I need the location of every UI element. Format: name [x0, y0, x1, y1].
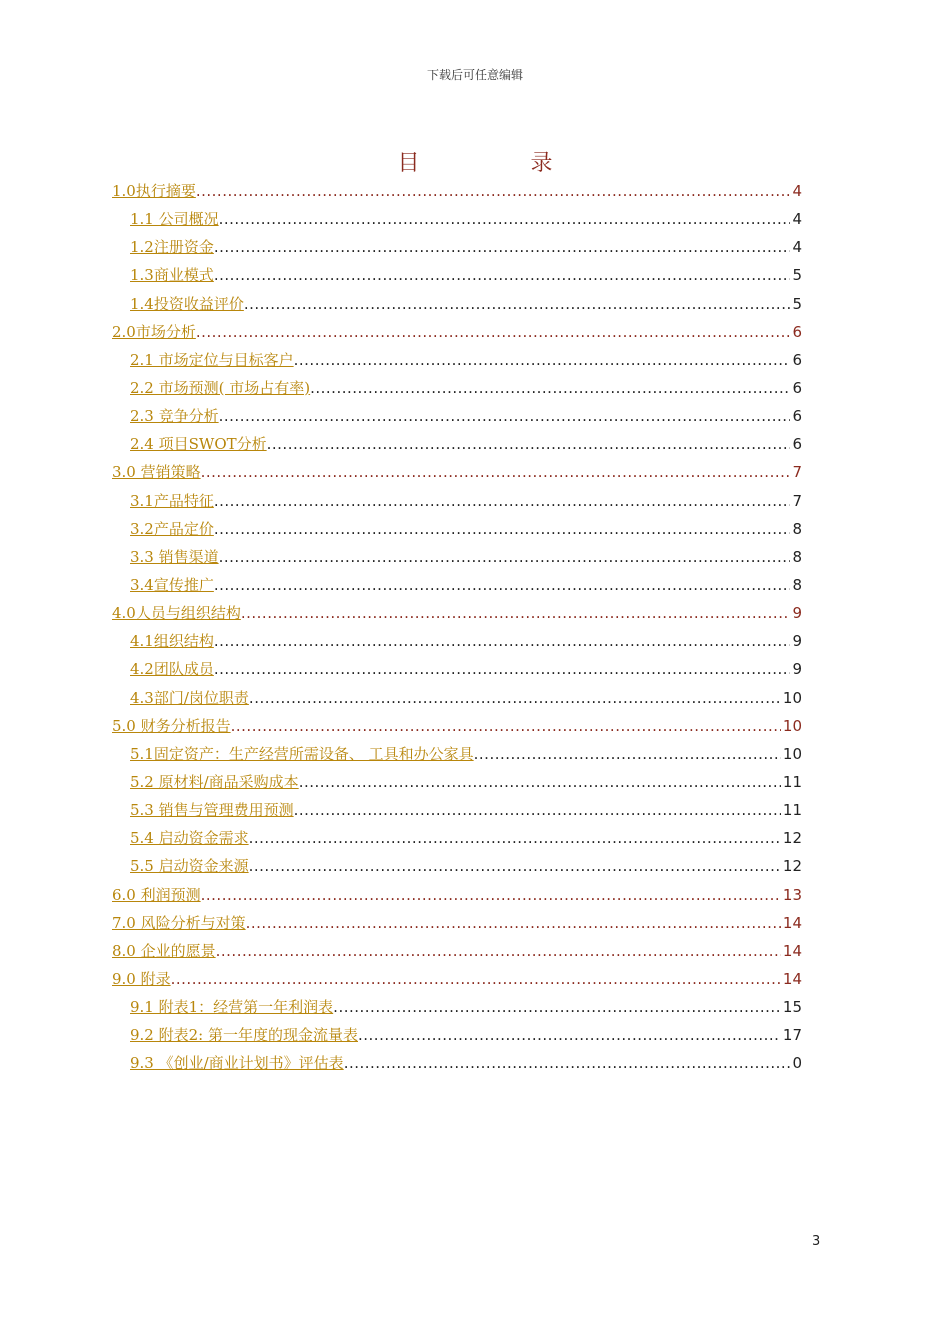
toc-entry-label[interactable]: 3.1产品特征 [130, 491, 214, 510]
toc-leader-dots [216, 937, 781, 965]
toc-leader-dots [196, 318, 791, 346]
toc-entry-page: 4 [792, 210, 802, 229]
toc-entry-label[interactable]: 5.0 财务分析报告 [112, 716, 231, 735]
toc-leader-dots [196, 177, 791, 205]
toc-entry-page: 10 [782, 744, 802, 763]
toc-entry-label[interactable]: 4.2团队成员 [130, 660, 214, 679]
toc-entry-label[interactable]: 5.3 销售与管理费用预测 [130, 801, 294, 820]
toc-entry[interactable] [112, 627, 802, 655]
toc-entry[interactable] [112, 346, 802, 374]
toc-entry[interactable] [112, 515, 802, 543]
toc-leader-dots [249, 852, 781, 880]
toc-entry-label[interactable]: 3.4宣传推广 [130, 575, 214, 594]
toc-entry[interactable] [112, 261, 802, 289]
toc-entry[interactable] [112, 684, 802, 712]
toc-entry[interactable] [112, 1021, 802, 1049]
toc-entry-page: 8 [792, 547, 802, 566]
toc-leader-dots [214, 261, 791, 289]
toc-entry[interactable] [112, 402, 802, 430]
toc-entry[interactable] [112, 290, 802, 318]
toc-entry[interactable] [112, 852, 802, 880]
toc-entry[interactable] [112, 712, 802, 740]
toc-entry-page: 14 [782, 941, 802, 960]
toc-entry-label[interactable]: 2.4 项目SWOT分析 [130, 435, 267, 454]
toc-leader-dots [474, 740, 781, 768]
toc-entry[interactable] [112, 233, 802, 261]
toc-entry-label[interactable]: 8.0 企业的愿景 [112, 941, 216, 960]
toc-entry[interactable] [112, 740, 802, 768]
toc-entry-page: 13 [782, 885, 802, 904]
toc-entry-page: 11 [782, 801, 802, 820]
toc-entry-label[interactable]: 1.3商业模式 [130, 266, 214, 285]
toc-entry-page: 14 [782, 969, 802, 988]
toc-leader-dots [333, 993, 781, 1021]
toc-leader-dots [358, 1021, 781, 1049]
toc-leader-dots [201, 881, 781, 909]
toc-entry-label[interactable]: 2.0市场分析 [112, 322, 196, 341]
toc-leader-dots [246, 909, 781, 937]
toc-entry-page: 7 [792, 491, 802, 510]
toc-entry-label[interactable]: 5.2 原材料/商品采购成本 [130, 772, 299, 791]
toc-entry-page: 7 [792, 463, 802, 482]
toc-entry-page: 5 [792, 266, 802, 285]
page-number: 3 [812, 1234, 821, 1249]
toc-entry-label[interactable]: 6.0 利润预测 [112, 885, 201, 904]
toc-entry[interactable] [112, 177, 802, 205]
toc-entry[interactable] [112, 881, 802, 909]
toc-entry-page: 8 [792, 575, 802, 594]
toc-entry-label[interactable]: 3.2产品定价 [130, 519, 214, 538]
toc-leader-dots [214, 487, 791, 515]
toc-entry-page: 12 [782, 857, 802, 876]
toc-entry-label[interactable]: 3.3 销售渠道 [130, 547, 219, 566]
toc-entry-page: 9 [792, 660, 802, 679]
toc-entry-page: 6 [792, 322, 802, 341]
toc-leader-dots [214, 655, 791, 683]
toc-entry-label[interactable]: 2.3 竞争分析 [130, 407, 219, 426]
toc-entry-page: 6 [792, 407, 802, 426]
toc-entry-label[interactable]: 4.0人员与组织结构 [112, 604, 241, 623]
toc-entry[interactable] [112, 205, 802, 233]
toc-entry-label[interactable]: 1.1 公司概况 [130, 210, 219, 229]
toc-entry[interactable] [112, 909, 802, 937]
toc-entry-label[interactable]: 9.1 附表1：经营第一年利润表 [130, 998, 334, 1017]
toc-entry[interactable] [112, 543, 802, 571]
toc-leader-dots [299, 768, 781, 796]
toc-entry[interactable] [112, 824, 802, 852]
toc-leader-dots [294, 346, 791, 374]
toc-entry[interactable] [112, 993, 802, 1021]
toc-entry-label[interactable]: 9.0 附录 [112, 969, 171, 988]
toc-leader-dots [310, 374, 790, 402]
toc-entry-label[interactable]: 1.2注册资金 [130, 238, 214, 257]
toc-entry[interactable] [112, 655, 802, 683]
toc-leader-dots [171, 965, 781, 993]
toc-leader-dots [344, 1049, 791, 1077]
toc-leader-dots [214, 627, 791, 655]
toc-leader-dots [244, 290, 791, 318]
toc-entry-label[interactable]: 5.4 启动资金需求 [130, 829, 249, 848]
toc-leader-dots [219, 402, 791, 430]
toc-title: 目 录 [397, 151, 605, 176]
toc-entry-page: 8 [792, 519, 802, 538]
toc-entry[interactable] [112, 965, 802, 993]
toc-entry-label[interactable]: 9.3 《创业/商业计划书》评估表 [130, 1054, 344, 1073]
toc-entry[interactable] [112, 571, 802, 599]
toc-entry-page: 14 [782, 913, 802, 932]
table-of-contents [112, 177, 802, 1078]
toc-entry[interactable] [112, 374, 802, 402]
toc-leader-dots [267, 430, 791, 458]
toc-entry[interactable] [112, 318, 802, 346]
toc-entry-label[interactable]: 5.1固定资产：生产经营所需设备、 工具和办公家具 [130, 744, 474, 763]
toc-entry-page: 9 [792, 632, 802, 651]
toc-entry-page: 4 [792, 238, 802, 257]
toc-entry[interactable] [112, 430, 802, 458]
toc-entry-label[interactable]: 2.2 市场预测( 市场占有率) [130, 378, 311, 397]
toc-leader-dots [214, 233, 791, 261]
toc-entry-page: 4 [792, 182, 802, 200]
toc-entry[interactable] [112, 1049, 802, 1077]
toc-entry[interactable] [112, 937, 802, 965]
toc-leader-dots [241, 599, 791, 627]
toc-entry-page: 6 [792, 378, 802, 397]
toc-leader-dots [294, 796, 781, 824]
toc-leader-dots [219, 205, 791, 233]
toc-entry-label[interactable]: 4.3部门/岗位职责 [130, 688, 249, 707]
toc-entry-page: 9 [792, 604, 802, 623]
toc-entry-page: 10 [782, 716, 802, 735]
page-header: 下载后可任意编辑 [426, 68, 523, 82]
toc-leader-dots [214, 515, 791, 543]
toc-leader-dots [214, 571, 791, 599]
toc-leader-dots [231, 712, 781, 740]
toc-entry[interactable] [112, 796, 802, 824]
toc-entry-label[interactable]: 5.5 启动资金来源 [130, 857, 249, 876]
toc-entry-page: 6 [792, 435, 802, 454]
toc-entry-page: 17 [782, 1026, 802, 1045]
toc-entry[interactable] [112, 599, 802, 627]
toc-entry[interactable] [112, 768, 802, 796]
toc-leader-dots [249, 824, 781, 852]
toc-entry-page: 11 [782, 772, 802, 791]
toc-entry-page: 0 [792, 1054, 802, 1073]
toc-entry-label[interactable]: 2.1 市场定位与目标客户 [130, 350, 294, 369]
toc-entry-page: 15 [782, 998, 802, 1017]
toc-entry-label[interactable]: 7.0 风险分析与对策 [112, 913, 246, 932]
toc-entry-label[interactable]: 4.1组织结构 [130, 632, 214, 651]
toc-leader-dots [201, 458, 791, 486]
toc-entry-page: 12 [782, 829, 802, 848]
toc-entry-label[interactable]: 1.4投资收益评价 [130, 294, 244, 313]
toc-entry[interactable] [112, 458, 802, 486]
toc-entry[interactable] [112, 487, 802, 515]
toc-entry-label[interactable]: 1.0执行摘要 [112, 182, 196, 200]
toc-entry-page: 6 [792, 350, 802, 369]
toc-leader-dots [219, 543, 791, 571]
toc-leader-dots [249, 684, 781, 712]
toc-entry-page: 10 [782, 688, 802, 707]
toc-entry-page: 5 [792, 294, 802, 313]
toc-entry-label[interactable]: 9.2 附表2: 第一年度的现金流量表 [130, 1026, 358, 1045]
toc-entry-label[interactable]: 3.0 营销策略 [112, 463, 201, 482]
